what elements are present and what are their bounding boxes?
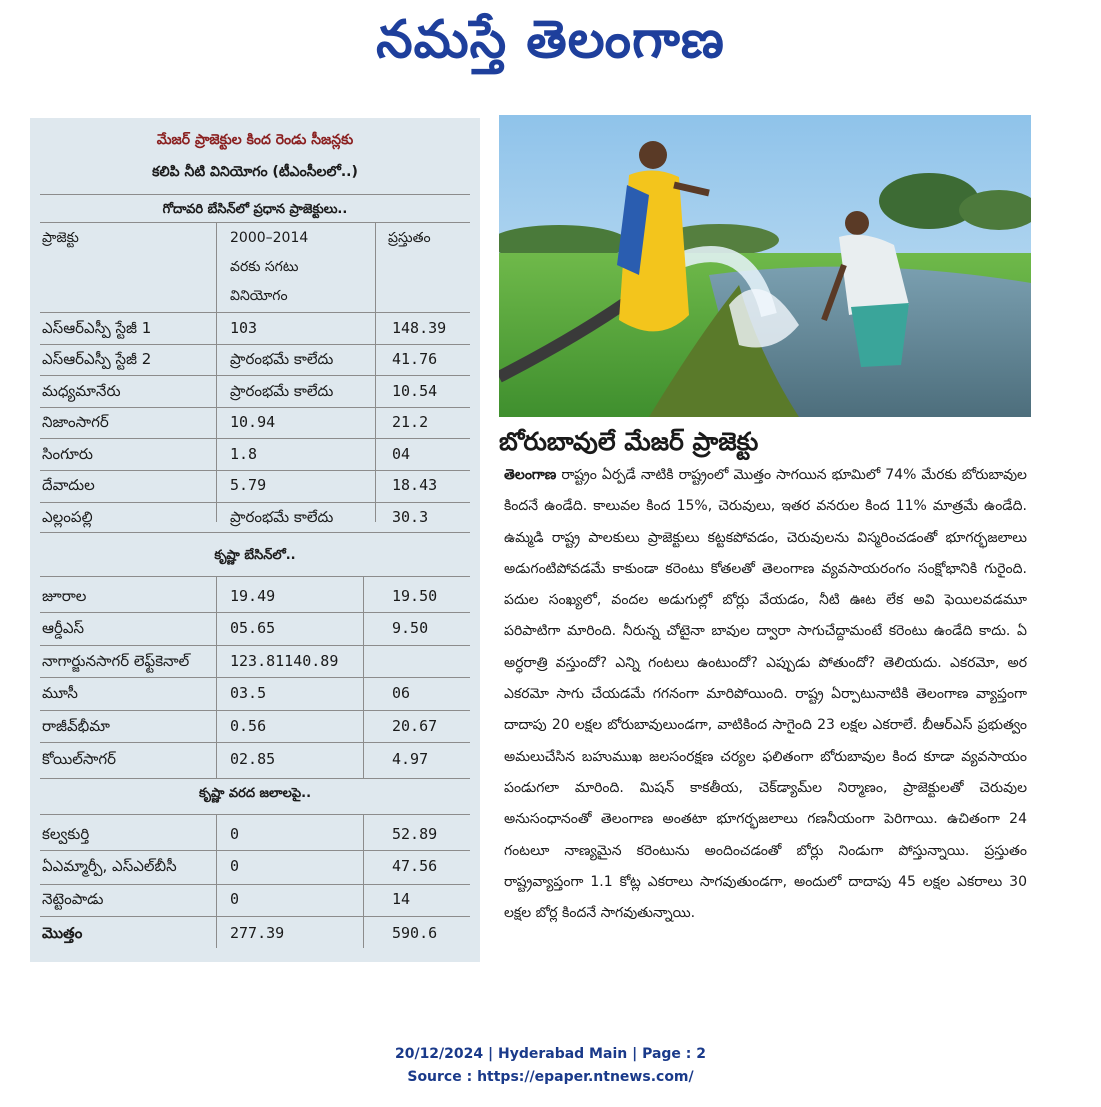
data-table-panel [30, 118, 480, 962]
row-project-name: దేవాదుల [42, 476, 95, 494]
row-present-value: 06 [392, 684, 411, 702]
flood-waters-heading: కృష్ణా వరద జలాలపై.. [198, 786, 312, 801]
table-rule [40, 742, 470, 743]
row-average-value: ప్రారంభమే కాలేదు [230, 382, 334, 400]
row-project-name: ఏఎమ్మార్పీ, ఎస్ఎల్‌బీసీ [42, 857, 177, 875]
row-project-name: ఎస్ఆర్ఎస్పీ స్టేజీ 1 [42, 319, 152, 337]
total-average-value: 277.39 [230, 924, 285, 942]
row-present-value: 21.2 [392, 413, 429, 431]
row-present-value: 148.39 [392, 319, 447, 337]
table-rule [40, 884, 470, 885]
row-average-value: 123.81140.89 [230, 652, 339, 670]
footer-source-link[interactable]: Source : https://epaper.ntnews.com/ [407, 1069, 694, 1085]
row-project-name: ఎల్లంపల్లి [42, 508, 93, 526]
row-average-value: 02.85 [230, 750, 276, 768]
row-average-value: 1.8 [230, 445, 258, 463]
row-project-name: ఎస్ఆర్ఎస్పీ స్టేజీ 2 [42, 350, 152, 368]
table-rule [40, 645, 470, 646]
row-average-value: 0 [230, 857, 240, 875]
farmers-borewell-photo [499, 115, 1031, 417]
masthead [0, 6, 1101, 74]
row-present-value: 30.3 [392, 508, 429, 526]
row-project-name: నెట్టెంపాడు [42, 890, 104, 908]
row-present-value: 9.50 [392, 619, 429, 637]
column-header-present: ప్రస్తుతం [388, 230, 431, 246]
table-rule [40, 194, 470, 195]
total-present-value: 590.6 [392, 924, 438, 942]
article-text: రాష్ట్రం ఏర్పడే నాటికి రాష్ట్రంలో మొత్తం సాగయిన భూమిలో 74% మేరకు బోరుబావుల కిందనే ఉండేది. కాలువల కింద 15%, చెరువులు, ఇతర వనరుల కింద 11% మాత్రమే ఉండేది. ఉమ్మడి రాష్ట్ర పాలకులు ప్రాజెక్టులు కట్టకపోవడం, చెరువులను విస్మరించడంతో భూగర్భజలాలు అడుగంటిపోవడమే కాకుండా కరెంటు కోతలతో తెలంగాణ వ్యవసాయరంగం సంక్షోభానికి గురైంది. పదుల సంఖ్యలో, వందల అడుగుల్లో బోర్లు వేయడం, నీటి ఊట లేక అవి ఫెయిలవడమూ పరిపాటిగా మారింది. నీరున్న చోటైనా బావుల ద్వారా సాగుచేద్దామంటే కరెంటు ఉండేది కాదు. ఏ అర్ధరాత్రి వస్తుందో? ఎన్ని గంటలు ఉంటుందో? ఎప్పుడు పోతుందో? తెలియదు. ఎకరమో, అర ఎకరమో సాగు చేయడమే గగనంగా మారిపోయింది. రాష్ట్ర ఏర్పాటునాటికి తెలంగాణ వ్యాప్తంగా దాదాపు 20 లక్షల బోరుబావులుండగా, వాటికింద సాగైంది 23 లక్షల ఎకరాలే. బీఆర్ఎస్ ప్రభుత్వం అమలుచేసిన బహుముఖ జలసంరక్షణ చర్యల ఫలితంగా బోరుబావుల కింద కూడా వ్యవసాయం పండుగలా మారింది. మిషన్ కాకతీయ, చెక్‌డ్యామ్‌ల నిర్మాణం, ప్రాజెక్టులతో చెరువుల అనుసంధానంతో తెలంగాణ అంతటా భూగర్భజలాలు గణనీయంగా పెరిగాయి. ఉచితంగా 24 గంటలూ నాణ్యమైన కరెంటును అందించడంతో బోర్లు నిండుగా పోస్తున్నాయి. ప్రస్తుతం రాష్ట్రవ్యాప్తంగా 1.1 కోట్ల ఎకరాలు సాగవుతుండగా, అందులో దాదాపు 45 లక్షల ఎకరాలు 30 లక్షల బోర్ల కిందనే సాగవుతున్నాయి. [504, 467, 1027, 922]
row-project-name: నాగార్జునసాగర్ లెఫ్ట్‌కెనాల్ [42, 652, 190, 670]
row-average-value: 05.65 [230, 619, 276, 637]
column-divider [375, 222, 376, 522]
table-rule [40, 677, 470, 678]
row-project-name: జూరాల [42, 587, 87, 605]
row-present-value: 10.54 [392, 382, 438, 400]
table-rule [40, 532, 470, 533]
table-rule [40, 612, 470, 613]
table-rule [40, 778, 470, 779]
table-rule [40, 470, 470, 471]
row-present-value: 14 [392, 890, 411, 908]
row-project-name: సింగూరు [42, 445, 93, 463]
total-label: మొత్తం [42, 924, 83, 942]
table-rule [40, 850, 470, 851]
row-average-value: 0.56 [230, 717, 267, 735]
table-rule [40, 222, 470, 223]
article-body [504, 460, 1027, 929]
row-average-value: 10.94 [230, 413, 276, 431]
godavari-heading: గోదావరి బేసిన్‌లో ప్రధాన ప్రాజెక్టులు.. [162, 202, 348, 217]
article-lead-word: తెలంగాణ [504, 467, 557, 483]
row-project-name: కోయిల్‌సాగర్ [42, 750, 117, 768]
row-average-value: 19.49 [230, 587, 276, 605]
table-rule [40, 814, 470, 815]
row-average-value: 5.79 [230, 476, 267, 494]
row-present-value: 19.50 [392, 587, 438, 605]
table-rule [40, 375, 470, 376]
footer-date-edition: 20/12/2024 | Hyderabad Main | Page : 2 [394, 1046, 707, 1062]
table-rule [40, 407, 470, 408]
row-present-value: 20.67 [392, 717, 438, 735]
row-average-value: ప్రారంభమే కాలేదు [230, 508, 334, 526]
row-present-value: 04 [392, 445, 411, 463]
row-project-name: నిజాంసాగర్ [42, 413, 109, 431]
article-headline: బోరుబావులే మేజర్ ప్రాజెక్టు [499, 427, 759, 456]
photo-illustration [499, 115, 1031, 417]
row-project-name: కల్వకుర్తి [42, 825, 90, 843]
row-present-value: 18.43 [392, 476, 438, 494]
table-rule [40, 312, 470, 313]
column-divider [216, 222, 217, 522]
row-present-value: 52.89 [392, 825, 438, 843]
table-heading-line2: కలిపి నీటి వినియోగం (టీఎంసీలలో..) [152, 164, 358, 180]
column-header-average-line2: వరకు సగటు [230, 259, 299, 275]
row-average-value: 0 [230, 825, 240, 843]
row-average-value: 103 [230, 319, 258, 337]
krishna-heading: కృష్ణా బేసిన్‌లో.. [214, 548, 296, 563]
column-header-average-line3: వినియోగం [230, 288, 288, 304]
table-rule [40, 916, 470, 917]
row-project-name: మూసీ [42, 684, 78, 702]
row-project-name: మధ్యమానేరు [42, 382, 121, 400]
newspaper-title: నమస్తే తెలంగాణ [376, 9, 725, 70]
table-rule [40, 576, 470, 577]
table-rule [40, 502, 470, 503]
row-average-value: 03.5 [230, 684, 267, 702]
column-header-average-line1: 2000–2014 [230, 230, 309, 246]
row-present-value: 41.76 [392, 350, 438, 368]
row-average-value: ప్రారంభమే కాలేదు [230, 350, 334, 368]
column-header-project: ప్రాజెక్టు [42, 230, 79, 246]
row-present-value: 47.56 [392, 857, 438, 875]
table-heading-line1: మేజర్ ప్రాజెక్టుల కింద రెండు సీజన్లకు [156, 132, 354, 148]
column-divider [363, 814, 364, 948]
row-present-value: 4.97 [392, 750, 429, 768]
row-average-value: 0 [230, 890, 240, 908]
row-project-name: ఆర్డీఎస్ [42, 619, 85, 637]
table-rule [40, 438, 470, 439]
row-project-name: రాజీవ్‌భీమా [42, 717, 110, 735]
column-divider [216, 814, 217, 948]
table-rule [40, 344, 470, 345]
table-rule [40, 710, 470, 711]
